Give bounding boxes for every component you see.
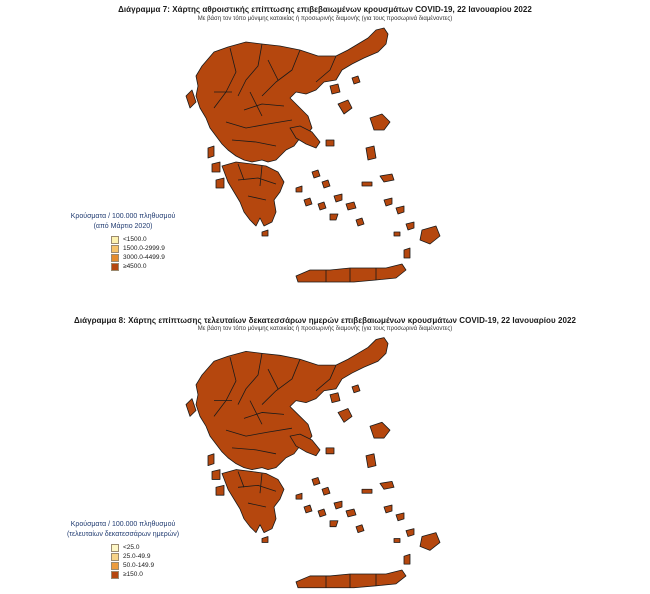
legend-title: Κρούσματα / 100.000 πληθυσμού [70,213,176,220]
legend-subtitle: (τελευταίων δεκατεσσάρων ημερών) [66,531,180,538]
legend-label: 50.0-149.9 [123,562,155,569]
legend-title: Κρούσματα / 100.000 πληθυσμού [70,521,176,528]
legend-item [111,262,188,271]
map-title: Διάγραμμα 7: Χάρτης αθροιστικής επίπτωσης επιβεβαιωμένων κρουσμάτων COVID-19, 22 Ιανουαρίου 2022 [118,5,532,14]
legend-swatch [111,562,119,570]
legend-swatch [111,236,119,244]
legend-label: 3000.0-4499.9 [123,254,165,261]
legend-item [111,543,188,552]
map-subtitle: Με βάση τον τόπο μόνιμης κατοικίας ή προσωρινής διαμονής (για τους προσωρινά διαμένοντες) [197,326,453,332]
legend-label: <25.0 [123,544,140,551]
legend-item [111,253,188,262]
map-title: Διάγραμμα 8: Χάρτης επίπτωσης τελευταίων δεκατεσσάρων ημερών επιβεβαιωμένων κρουσμάτων COVID-19, 22 Ιανουαρίου 2022 [74,316,576,325]
legend-swatch [111,553,119,561]
map-legend [70,212,188,271]
legend-swatch [111,245,119,253]
legend-swatch [111,571,119,579]
legend-item [111,570,188,579]
map-legend [66,520,188,579]
greece-regions [186,28,440,282]
legend-label: 1500.0-2999.9 [123,245,165,252]
legend-swatch [111,263,119,271]
legend-swatch [111,544,119,552]
legend-label: 25.0-49.9 [123,553,151,560]
legend-label: ≥150.0 [123,571,143,578]
legend-label: ≥4500.0 [123,263,147,270]
legend-item [111,552,188,561]
map-subtitle: Με βάση τον τόπο μόνιμης κατοικίας ή προσωρινής διαμονής (για τους προσωρινά διαμένοντες) [197,16,453,22]
legend-subtitle: (από Μάρτιο 2020) [93,223,153,230]
map-panel-14-day [0,312,650,594]
legend-item [111,244,188,253]
legend-item [111,235,188,244]
legend-swatch [111,254,119,262]
legend-item [111,561,188,570]
legend-label: <1500.0 [123,236,147,243]
greece-regions [186,338,440,588]
